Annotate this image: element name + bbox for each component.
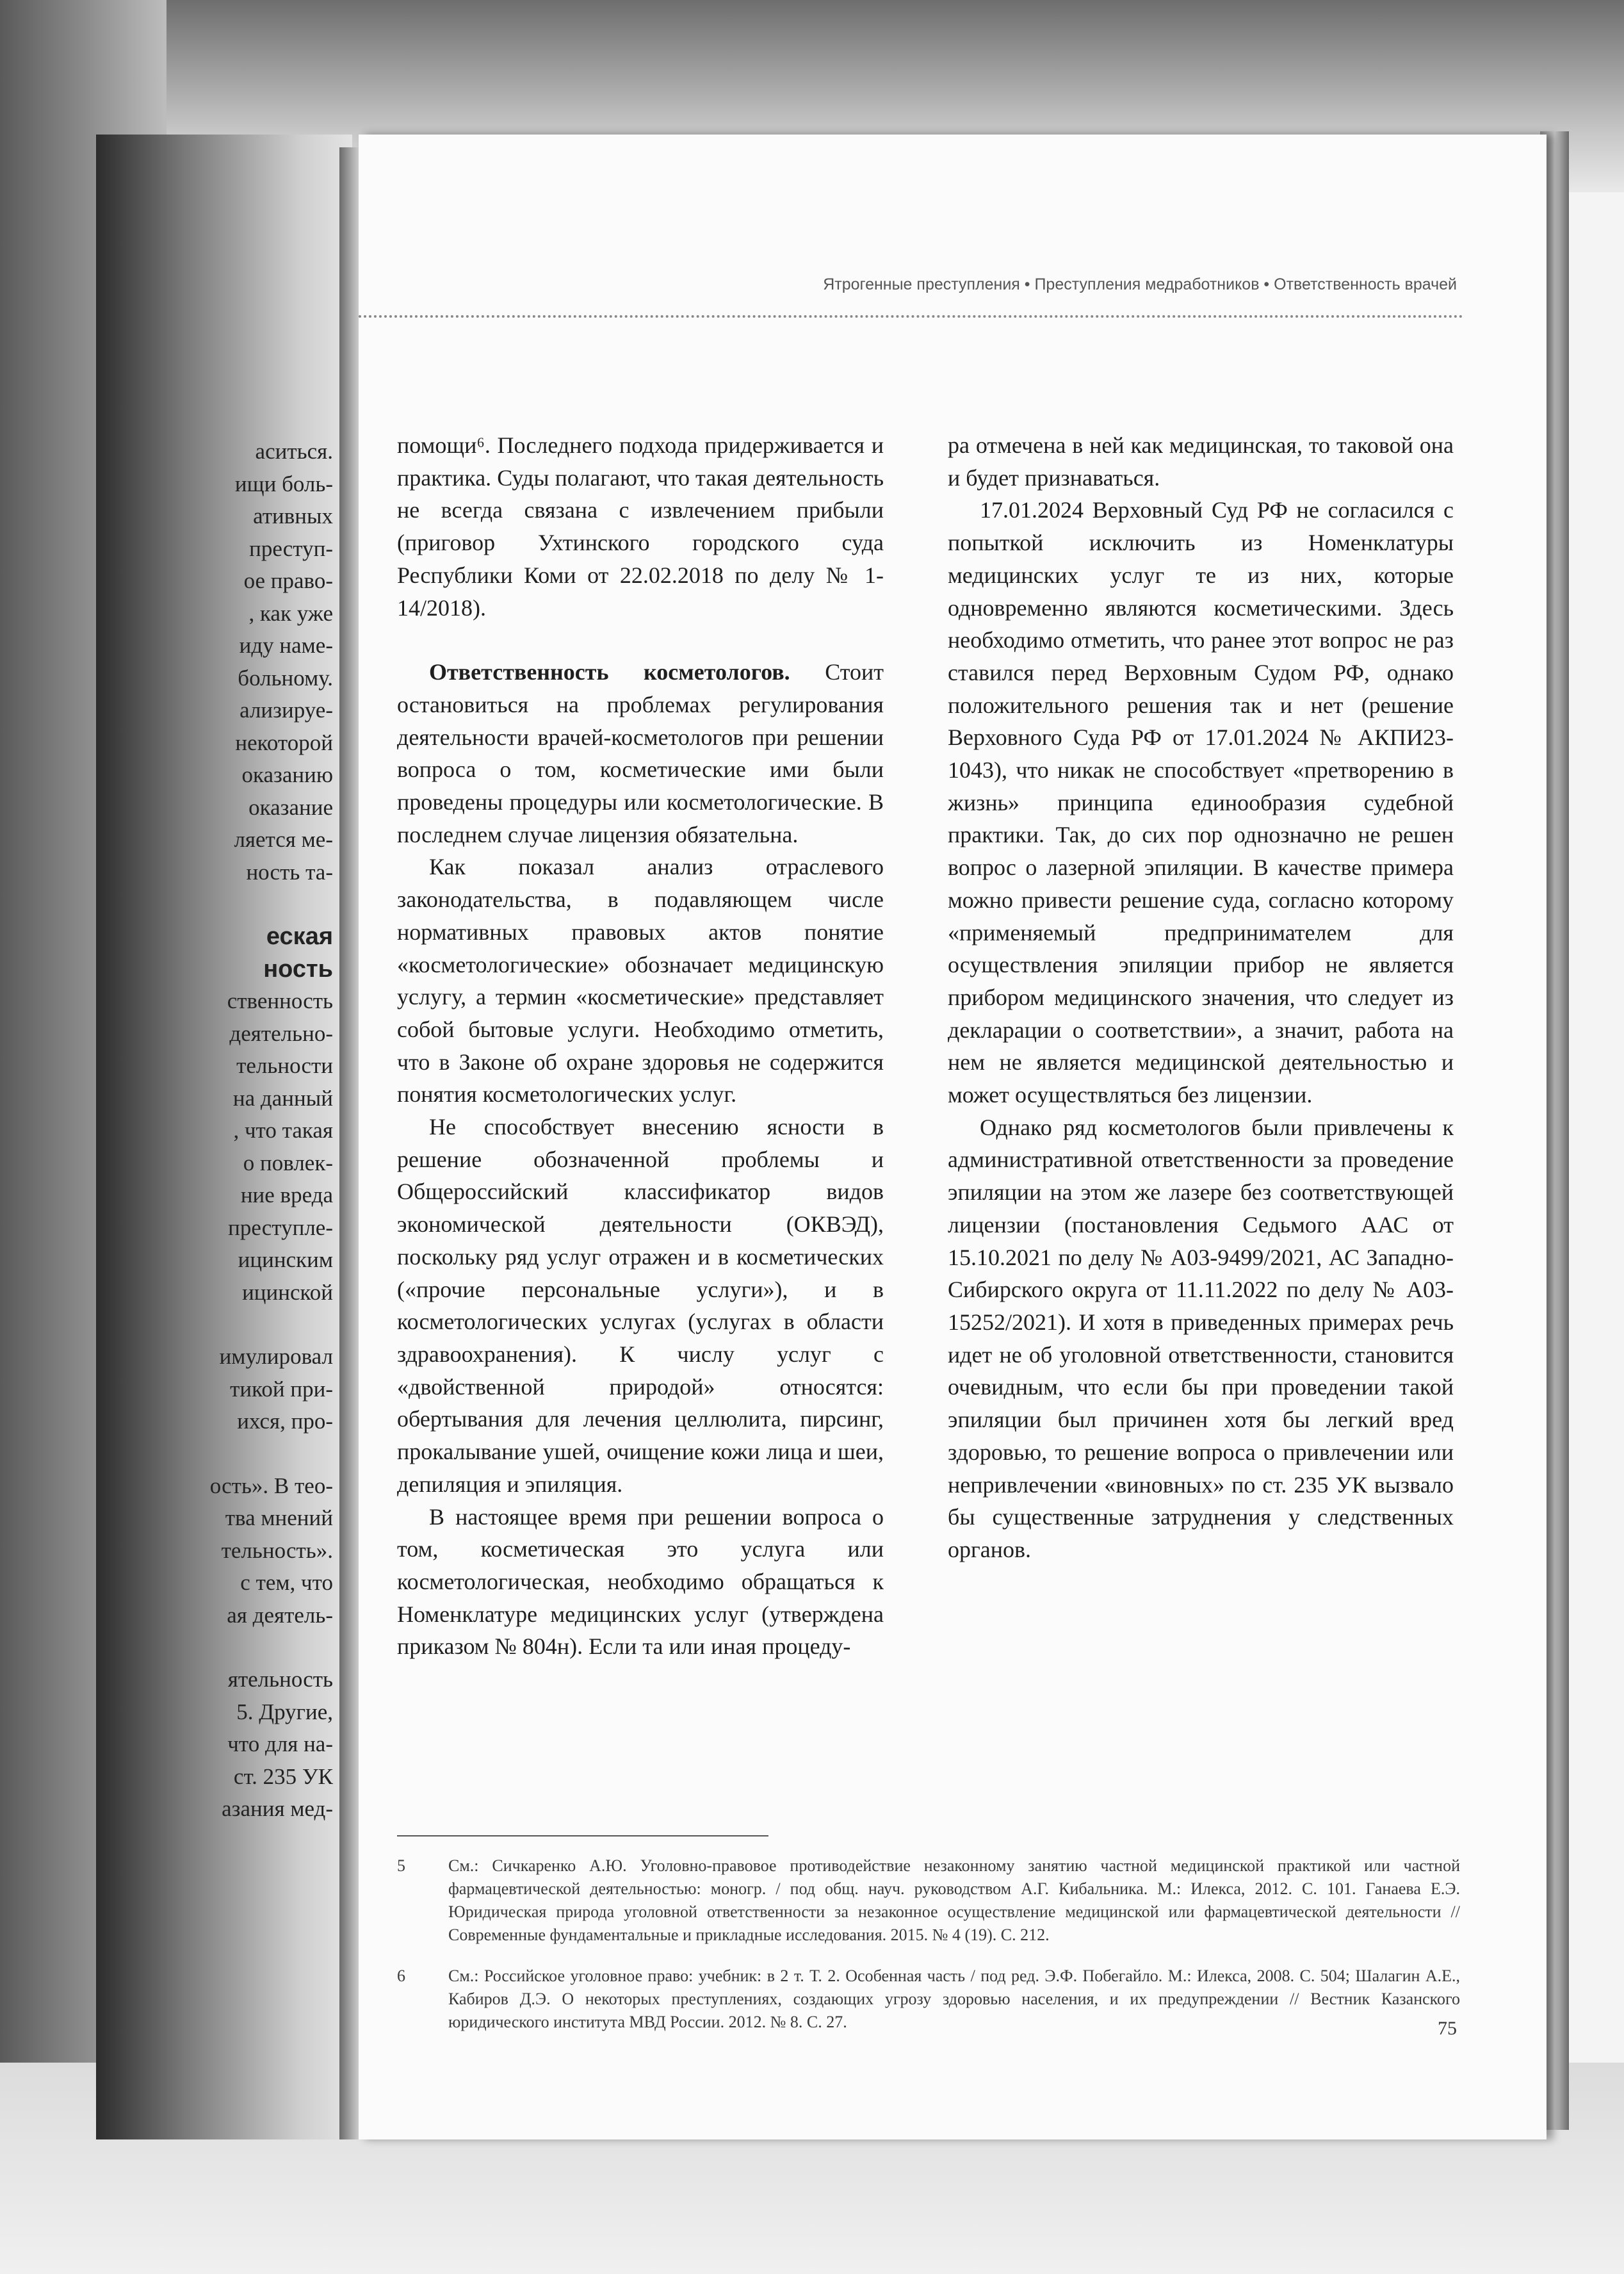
paragraph: Как показал анализ отраслевого законодательства, в подавляющем числе нормативных правовых актов понятие «косметологические» обозначает медицинскую услугу, а термин «косметические» представляет собой бытовые услуги. Необходимо отметить, что в Законе об охране здоровья не содержится понятия косметологических услуг.: [397, 854, 884, 1108]
previous-page-line: некоторой: [235, 730, 333, 755]
section-heading-inline: Ответственность косметологов.: [429, 659, 790, 685]
previous-page-line: ая деятель-: [227, 1602, 333, 1628]
previous-page-gap: [96, 1632, 333, 1664]
previous-page-line: тельности: [236, 1053, 333, 1078]
footnote-text: См.: Российское уголовное право: учебник: в 2 т. Т. 2. Особенная часть / под ред. Э.Ф. Побегайло. М.: Илекса, 2008. С. 504; Шалагин А.Е., Кабиров Д.Э. О некоторых преступлениях, создающих угрозу здоровью населения, и их предупреждении // Вестник Казанского юридического института МВД России. 2012. № 8. С. 27.: [448, 1967, 1460, 2031]
previous-page-line: с тем, что: [240, 1570, 333, 1595]
page-number: 75: [1438, 2018, 1457, 2039]
previous-page-line: ст. 235 УК: [233, 1763, 333, 1789]
previous-page-line: оказание: [248, 794, 333, 820]
previous-page-line: что для на-: [227, 1731, 333, 1756]
footnote-number: 5: [397, 1856, 405, 1875]
previous-page-line: оказанию: [241, 762, 333, 787]
footnote-rule: [397, 1835, 768, 1836]
previous-page-line: больному.: [238, 665, 333, 691]
previous-page-gap: [96, 1438, 333, 1470]
paragraph: Однако ряд косметологов были привлечены к административной ответственности за проведение эпиляции на этом же лазере без соответствующей лицензии (постановления Седьмого ААС от 15.10.2021 по делу № А03-9499/2021, АС Западно-Сибирского округа от 11.11.2022 по делу № А03-15252/2021). И хотя в приведенных примерах речь идет не об уголовной ответственности, становится очевидным, что если бы при проведении такой эпиляции был причинен хотя бы легкий вред здоровью, то решение вопроса о привлечении или непривлечении «виновных» по ст. 235 УК вызвало бы существенные затруднения у следственных органов.: [948, 1114, 1454, 1562]
text-column-left: [397, 429, 884, 1663]
previous-page-line: о повлек-: [243, 1150, 333, 1175]
paragraph: помощи⁶. Последнего подхода придерживается и практика. Суды полагают, что такая деятельность не всегда связана с извлечением прибыли (приговор Ухтинского городского суда Республики Коми от 22.02.2018 по делу № 1-14/2018).: [397, 432, 884, 621]
previous-page-gap: [96, 1309, 333, 1341]
previous-page-line: тва мнений: [225, 1505, 333, 1530]
previous-page-gap: [96, 888, 333, 920]
previous-page-line: , как уже: [248, 600, 333, 626]
previous-page-line: ность та-: [246, 859, 333, 885]
previous-page-line: ние вреда: [240, 1182, 333, 1207]
footnote-text: См.: Сичкаренко А.Ю. Уголовно-правовое противодействие незаконному занятию частной медицинской практикой или частной фармацевтической деятельностью: моногр. / под общ. науч. руководством А.Г. Кибальника. М.: Илекса, 2012. С. 101. Ганаева Е.Э. Юридическая природа уголовной ответственности за незаконное осуществление медицинской или фармацевтической деятельности // Современные фундаментальные и прикладные исследования. 2015. № 4 (19). С. 212.: [448, 1856, 1460, 1944]
footnote: [397, 1854, 1460, 1947]
previous-page-line: имулировал: [219, 1344, 333, 1369]
paragraph-cosmetologists: [397, 656, 884, 851]
previous-page-line: ицинским: [238, 1247, 333, 1272]
previous-page-line: тельность».: [221, 1537, 333, 1563]
running-head: Ятрогенные преступления • Преступления медработников • Ответственность врачей: [823, 275, 1457, 293]
previous-page-line: ативных: [253, 503, 333, 528]
previous-page-line: ицинской: [242, 1279, 333, 1305]
previous-page-text: [96, 436, 333, 1826]
book-page: [359, 135, 1547, 2139]
previous-page-line: ищи боль-: [234, 471, 333, 496]
text-column-right: [948, 429, 1454, 1566]
previous-page-line: ность: [263, 955, 333, 983]
previous-page-line: ость». В тео-: [209, 1473, 333, 1498]
previous-page-line: азания мед-: [222, 1796, 333, 1821]
paragraph: ра отмечена в ней как медицинская, то таковой она и будет признаваться.: [948, 432, 1454, 491]
paragraph: Не способствует внесению ясности в решение обозначенной проблемы и Общероссийский классификатор видов экономической деятельности (ОКВЭД), поскольку ряд услуг отражен и в косметических («прочие персональные услуги»), и в косметологических услугах (услугах в области здравоохранения). К числу услуг с «двойственной природой» относятся: обертывания для лечения целлюлита, пирсинг, прокалывание ушей, очищение кожи лица и шеи, депиляция и эпиляция.: [397, 1114, 884, 1497]
previous-page-line: деятельно-: [229, 1020, 333, 1046]
previous-page-line: ятельность: [227, 1667, 333, 1692]
previous-page-line: на данный: [232, 1085, 333, 1111]
previous-page-line: ихся, про-: [237, 1409, 333, 1434]
previous-page-line: преступле-: [228, 1215, 333, 1240]
previous-page-line: тикой при-: [230, 1376, 333, 1402]
paragraph-text: Стоит остановиться на проблемах регулирования деятельности врачей-косметологов при решении вопроса о том, косметические ими были проведены процедуры или косметологические. В последнем случае лицензия обязательна.: [397, 659, 884, 847]
previous-page-line: иду наме-: [239, 633, 333, 658]
previous-page-line: 5. Другие,: [236, 1699, 333, 1724]
footnote-number: 6: [397, 1967, 405, 1985]
previous-page-line: аситься.: [255, 439, 333, 464]
paragraph: 17.01.2024 Верховный Суд РФ не согласился с попыткой исключить из Номенклатуры медицинских услуг те из них, которые одновременно являются косметическими. Здесь необходимо отметить, что ранее этот вопрос не раз ставился перед Верховным Судом РФ, однако положительного решения так и нет (решение Верховного Суда РФ от 17.01.2024 № АКПИ23-1043), что никак не способствует «претворению в жизнь» принципа единообразия судебной практики. Так, до сих пор однозначно не решен вопрос о лазерной эпиляции. В качестве примера можно привести решение суда, согласно которому «применяемый предпринимателем для осуществления эпиляции прибор не является прибором медицинского значения, что следует из декларации о соответствии», а значит, работа на нем не является медицинской деятельностью и может осуществляться без лицензии.: [948, 497, 1454, 1108]
previous-page-line: преступ-: [249, 536, 333, 561]
footnote: [397, 1965, 1460, 2034]
previous-page-line: ое право-: [243, 568, 333, 593]
header-dotted-rule: [359, 315, 1463, 318]
paragraph: В настоящее время при решении вопроса о том, косметическая это услуга или косметологическая, необходимо обращаться к Номенклатуре медицинских услуг (утверждена приказом № 804н). Если та или иная процеду-: [397, 1503, 884, 1660]
previous-page-line: , что такая: [233, 1118, 333, 1143]
previous-page-line: ляется ме-: [234, 827, 333, 852]
previous-page-line: ализируе-: [240, 698, 333, 723]
previous-page-line: ственность: [227, 988, 333, 1013]
footnotes: [397, 1854, 1460, 2052]
previous-page-edge: [96, 135, 352, 2139]
previous-page-line: еская: [266, 923, 333, 950]
